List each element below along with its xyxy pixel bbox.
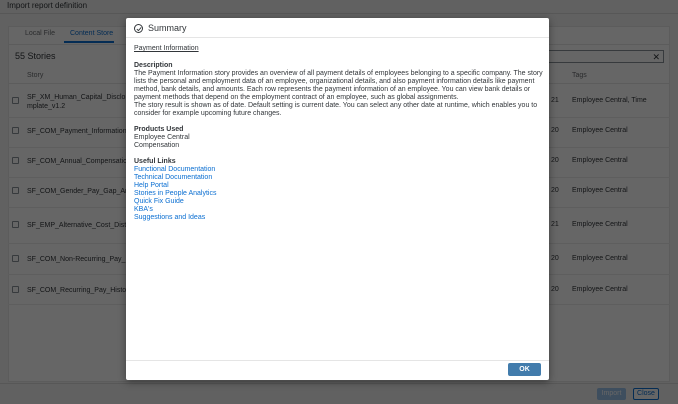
summary-dialog [126, 18, 549, 380]
dialog-header [126, 18, 549, 38]
useful-links-heading: Useful Links [134, 158, 176, 165]
link-suggestions-and-ideas[interactable]: Suggestions and Ideas [134, 214, 206, 221]
dialog-footer [126, 360, 549, 380]
product-item: Compensation [134, 142, 180, 149]
description-heading: Description [134, 62, 173, 69]
link-technical-documentation[interactable]: Technical Documentation [134, 174, 213, 181]
dialog-body [134, 45, 544, 222]
ok-button[interactable]: OK [508, 363, 541, 376]
link-functional-documentation[interactable]: Functional Documentation [134, 166, 216, 173]
link-kbas[interactable]: KBA's [134, 206, 153, 213]
link-stories-in-people-analytics[interactable]: Stories in People Analytics [134, 190, 217, 197]
story-title: Payment Information [134, 45, 199, 52]
dialog-title: Summary [148, 23, 187, 33]
description-text: The Payment Information story provides an overview of all payment details of employees belonging to a specific company. The story lists the personal and employment data of an employee, organizational details, and also payment information details like payment method, bank details, and amounts. Each row represents the payment information of an employee. You can view bank details or payment methods that depend on the employment contract of an employee, such as global assignments. [134, 70, 543, 101]
link-help-portal[interactable]: Help Portal [134, 182, 169, 189]
description-extra-text: The story result is shown as of date. Default setting is current date. You can select any other date at runtime, which enables you to consider for example upcoming future changes. [134, 102, 538, 117]
product-item: Employee Central [134, 134, 190, 141]
check-circle-icon [134, 24, 143, 33]
link-quick-fix-guide[interactable]: Quick Fix Guide [134, 198, 184, 205]
products-heading: Products Used [134, 126, 184, 133]
